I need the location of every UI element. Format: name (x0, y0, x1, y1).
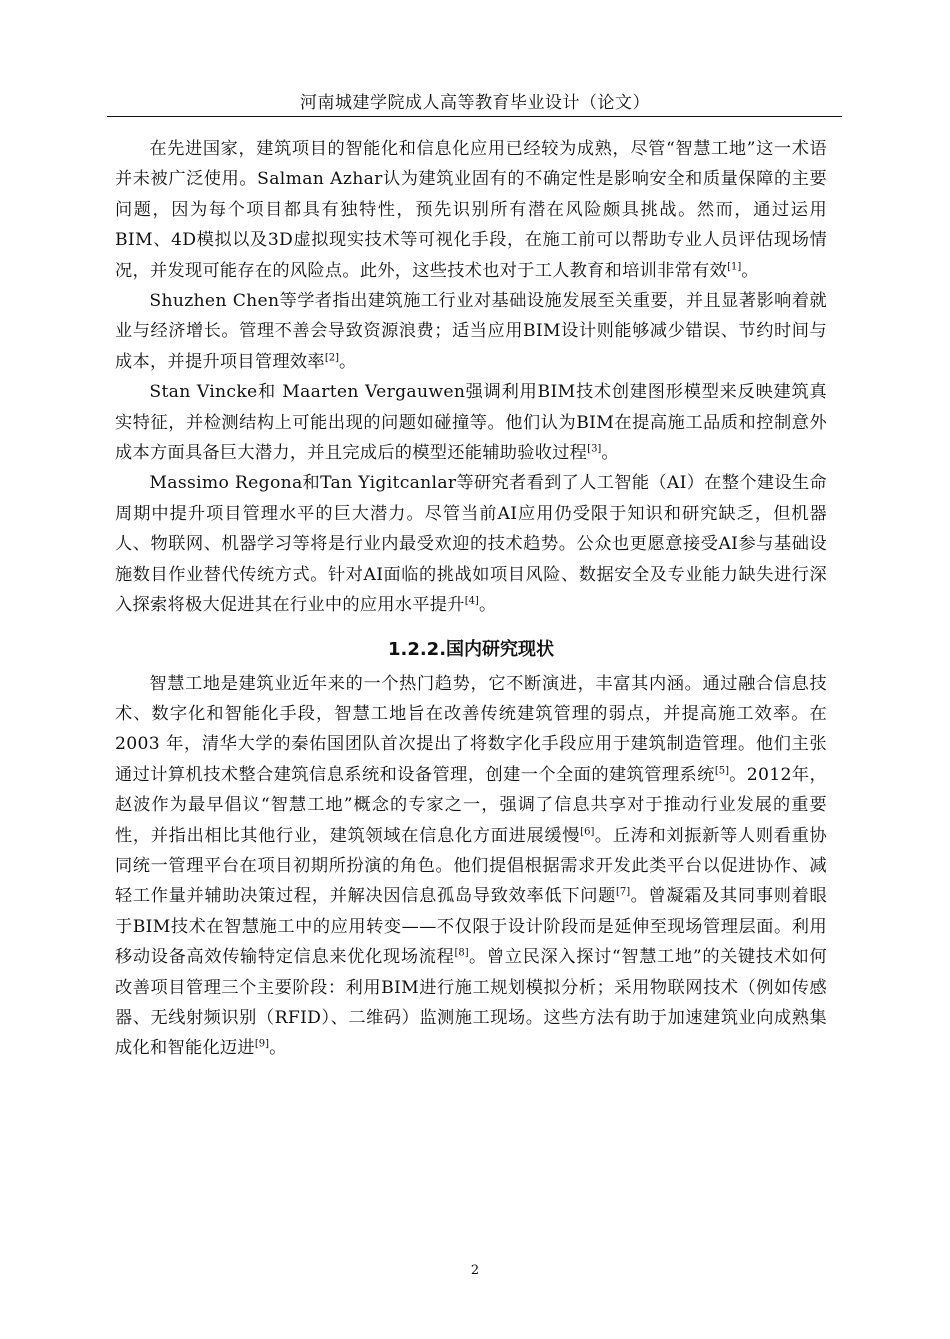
paragraph-text: 在先进国家，建筑项目的智能化和信息化应用已经较为成熟，尽管“智慧工地”这一术语并未被广泛使用。Salman Azhar认为建筑业固有的不确定性是影响安全和质量保障的主要问题，因为每个项目都具有独特性，预先识别所有潜在风险颇具挑战。然而，通过运用BIM、4D模拟以及3D虚拟现实技术等可视化手段，在施工前可以帮助专业人员评估现场情况，并发现可能存在的风险点。此外，这些技术也对于工人教育和培训非常有效 (115, 139, 827, 281)
citation-ref: [9] (254, 1038, 270, 1050)
paragraph-text: Massimo Regona和Tan Yigitcanlar等研究者看到了人工智能（AI）在整个建设生命周期中提升项目管理水平的巨大潜力。尽管当前AI应用仍受限于知识和研究缺乏，但机器人、物联网、机器学习等将是行业内最受欢迎的技术趋势。公众也更愿意接受AI参与基础设施数目作业替代传统方式。针对AI面临的挑战如项目风险、数据安全及专业能力缺失进行深入探索将极大促进其在行业中的应用水平提升 (115, 473, 827, 616)
paragraph-intl-2 (115, 286, 827, 377)
paragraph-tail: 。 (269, 1038, 287, 1059)
paragraph-domestic (115, 669, 827, 1064)
paragraph-text: 。曾立民深入探讨“智慧工地”的关键技术如何改善项目管理三个主要阶段：利用BIM进行施工规划模拟分析；采用物联网技术（例如传感器、无线射频识别（RFID）、二维码）监测施工现场。这些方法有助于加速建筑业向成熟集成化和智能化迈进 (115, 947, 827, 1059)
paragraph-text: Stan Vincke和 Maarten Vergauwen强调利用BIM技术创建图形模型来反映建筑真实特征，并检测结构上可能出现的问题如碰撞等。他们认为BIM在提高施工品质和控制意外成本方面具备巨大潜力，并且完成后的模型还能辅助验收过程 (115, 382, 827, 464)
document-header-title: 河南城建学院成人高等教育毕业设计（论文） (300, 93, 650, 113)
paragraph-intl-4 (115, 468, 827, 620)
paragraph-text: 。丘涛和刘振新等人则看重协同统一管理平台在项目初期所扮演的角色。他们提倡根据需求开发此类平台以促进协作、减轻工作量并辅助决策过程，并解决因信息孤岛导致效率低下问题 (115, 825, 827, 907)
section-heading: 1.2.2.国内研究现状 (387, 638, 555, 660)
paragraph-tail: 。 (478, 595, 497, 616)
citation-ref: [4] (464, 595, 479, 607)
paragraph-tail: 。 (741, 260, 759, 281)
paragraph-intl-3 (115, 377, 827, 468)
citation-ref: [2] (324, 352, 340, 364)
citation-ref: [8] (454, 947, 469, 959)
paragraph-text: 。2012年，赵波作为最早倡议“智慧工地”概念的专家之一，强调了信息共享对于推动行业发展的重要性，并指出相比其他行业，建筑领域在信息化方面进展缓慢 (115, 764, 828, 846)
paragraph-tail: 。 (339, 351, 357, 372)
citation-ref: [5] (714, 764, 729, 776)
paragraph-intl-1 (115, 134, 827, 286)
citation-ref: [1] (727, 260, 742, 272)
paragraph-tail: 。 (601, 443, 619, 464)
paragraph-text: 智慧工地是建筑业近年来的一个热门趋势，它不断演进，丰富其内涵。通过融合信息技术、数字化和智能化手段，智慧工地旨在改善传统建筑管理的弱点，并提高施工效率。在 2003 年，清华大学的秦佑国团队首次提出了将数字化手段应用于建筑制造管理。他们主张通过计算机技术整合建筑信息系统和设备管理，创建一个全面的建筑管理系统 (115, 673, 827, 785)
citation-ref: [7] (616, 886, 631, 898)
header-divider (107, 116, 842, 117)
paragraph-text: 。曾凝霜及其同事则着眼于BIM技术在智慧施工中的应用转变——不仅限于设计阶段而是延伸至现场管理层面。利用移动设备高效传输特定信息来优化现场流程 (115, 886, 827, 968)
citation-ref: [3] (587, 443, 602, 455)
page-number: 2 (470, 1263, 480, 1278)
document-body (115, 134, 827, 1064)
citation-ref: [6] (580, 825, 595, 837)
paragraph-text: Shuzhen Chen等学者指出建筑施工行业对基础设施发展至关重要，并且显著影响着就业与经济增长。管理不善会导致资源浪费；适当应用BIM设计则能够减少错误、节约时间与成本，并提升项目管理效率 (115, 291, 827, 372)
